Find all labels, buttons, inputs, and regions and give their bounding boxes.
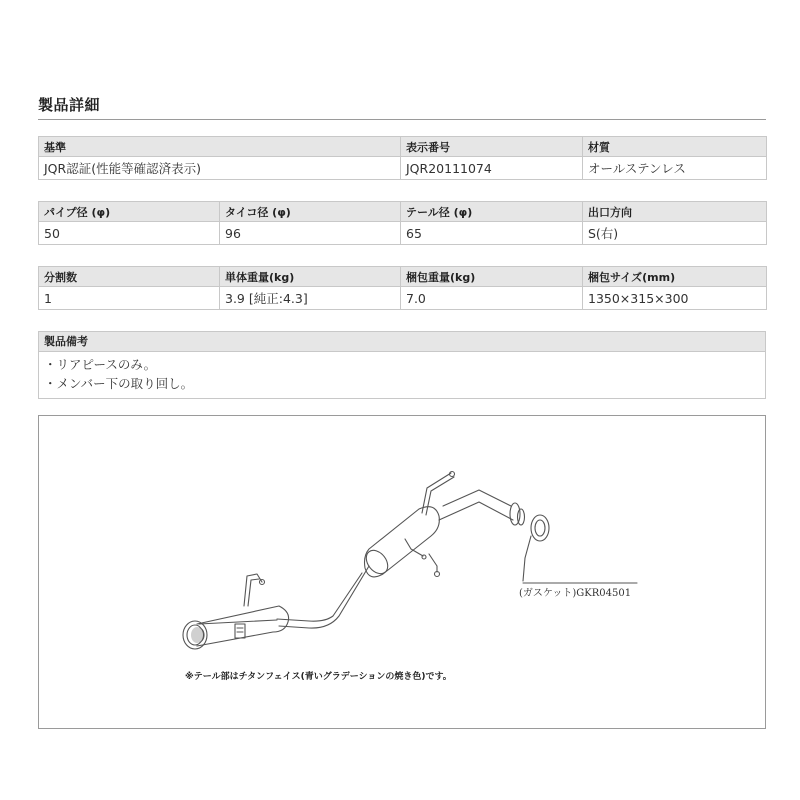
note-line: ・メンバー下の取り回し。 xyxy=(44,376,194,391)
header-cell: 分割数 xyxy=(39,267,220,287)
gasket-label: (ガスケット)GKR04501 xyxy=(519,588,632,599)
header-cell: テール径 (φ) xyxy=(401,202,583,222)
title-divider xyxy=(38,119,766,120)
main-muffler-body xyxy=(197,606,289,646)
value-cell: 65 xyxy=(401,222,583,245)
value-cell: 3.9 [純正:4.3] xyxy=(220,287,401,310)
header-cell: 出口方向 xyxy=(583,202,767,222)
header-cell: 梱包サイズ(mm) xyxy=(583,267,767,287)
diagram-caption: ※テール部はチタンフェイス(青いグラデーションの焼き色)です。 xyxy=(185,672,452,682)
value-cell: 7.0 xyxy=(401,287,583,310)
value-cell: 1350×315×300 xyxy=(583,287,767,310)
table-row xyxy=(39,157,767,180)
header-cell: パイプ径 (φ) xyxy=(39,202,220,222)
value-cell: JQR20111074 xyxy=(401,157,583,180)
table-row xyxy=(39,287,767,310)
header-cell: タイコ径 (φ) xyxy=(220,202,401,222)
header-cell: 単体重量(kg) xyxy=(220,267,401,287)
header-cell: 梱包重量(kg) xyxy=(401,267,583,287)
value-cell: 1 xyxy=(39,287,220,310)
table-header-row xyxy=(39,137,767,157)
value-cell: S(右) xyxy=(583,222,767,245)
notes-body xyxy=(39,352,765,398)
resonator-body xyxy=(365,507,440,577)
table-header-row xyxy=(39,267,767,287)
section-title: 製品詳細 xyxy=(38,96,101,114)
muffler-diagram-frame xyxy=(38,415,766,729)
header-cell: 基準 xyxy=(39,137,401,157)
note-line: ・リアピースのみ。 xyxy=(44,357,157,372)
mid-pipe xyxy=(279,566,369,628)
table-header-row xyxy=(39,202,767,222)
spec-table-dimensions xyxy=(38,201,767,245)
value-cell: オールステンレス xyxy=(583,157,767,180)
gasket-leader-line xyxy=(523,536,531,581)
header-cell: 表示番号 xyxy=(401,137,583,157)
table-row xyxy=(39,222,767,245)
spec-table-standard xyxy=(38,136,767,180)
outlet-pipe xyxy=(443,490,511,506)
header-cell: 材質 xyxy=(583,137,767,157)
gasket xyxy=(531,515,549,541)
notes-header: 製品備考 xyxy=(39,332,765,352)
product-notes xyxy=(38,331,766,399)
value-cell: JQR認証(性能等確認済表示) xyxy=(39,157,401,180)
spec-table-weight xyxy=(38,266,767,310)
value-cell: 96 xyxy=(220,222,401,245)
value-cell: 50 xyxy=(39,222,220,245)
